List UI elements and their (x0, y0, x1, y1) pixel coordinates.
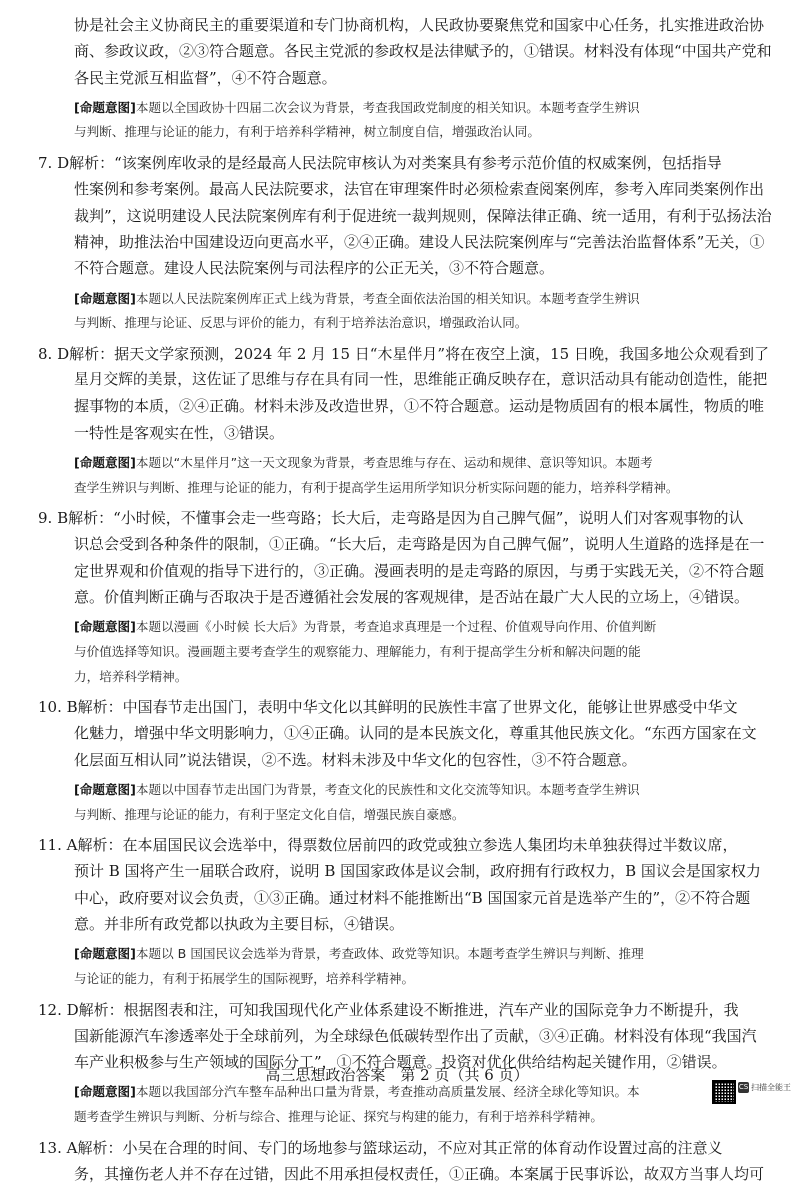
page-footer: 高三思想政治答案 第 2 页（共 6 页） (265, 1066, 529, 1084)
continued-analysis (74, 12, 774, 91)
question-block (38, 505, 774, 689)
text-line: 国新能源汽车渗透率处于全球前列，为全球绿色低碳转型作出了贡献，③④正确。材料没有体现“我国汽 (74, 1026, 757, 1045)
question-block (38, 150, 774, 336)
question-number-label: 9. B (38, 509, 69, 528)
text-line: 解析：“该案例库收录的是经最高人民法院审核认为对类案具有参考示范价值的权威案例，包括指导 (69, 154, 722, 173)
intent-line: 题考查学生辨识与判断、分析与综合、推理与论证、探究与构建的能力，有利于培养科学精神。 (74, 1109, 603, 1125)
scanner-brand: 扫描全能王 (751, 1083, 791, 1092)
question-number-label: 7. D (38, 154, 70, 173)
answer-analysis (38, 1135, 774, 1188)
question-block (38, 341, 774, 500)
intent-line: 与论证的能力，有利于拓展学生的国际视野，培养科学精神。 (74, 970, 415, 986)
answer-analysis (38, 150, 774, 281)
text-line: 解析：中国春节走出国门，表明中华文化以其鲜明的民族性丰富了世界文化，能够让世界感受中华文 (77, 698, 738, 717)
question-number (38, 836, 77, 854)
intent-block (74, 451, 774, 500)
intent-line: 查学生辨识与判断、推理与论证的能力，有利于提高学生运用所学知识分析实际问题的能力，培养科学精神。 (74, 479, 679, 495)
text-line: 意。价值判断正确与否取决于是否遵循社会发展的客观规律，是否站在最广大人民的立场上，④错误。 (74, 588, 750, 607)
intent-line: 本题以漫画《小时候 长大后》为背景，考查追求真理是一个过程、价值观导向作用、价值判断 (135, 619, 657, 635)
text-line: 解析：根据图表和注，可知我国现代化产业体系建设不断推进，汽车产业的国际竞争力不断提升，我 (78, 1000, 739, 1019)
intent-line: 本题以我国部分汽车整车品种出口量为背景，考查推动高质量发展、经济全球化等知识。本 (135, 1084, 640, 1100)
question-list (38, 150, 774, 1187)
intent-line: 与价值选择等知识。漫画题主要考查学生的观察能力、理解能力，有利于提高学生分析和解决问题的能 (74, 643, 641, 659)
intent-tag: [命题意图] (74, 1084, 136, 1100)
intent-tag: [命题意图] (74, 619, 136, 635)
intent-line: 力，培养科学精神。 (74, 668, 188, 684)
question-block (38, 832, 774, 991)
question-number (38, 698, 78, 716)
text-line: 不符合题意。建设人民法院案例与司法程序的公正无关，③不符合题意。 (74, 259, 555, 278)
answer-analysis (38, 505, 774, 610)
text-line: 定世界观和价值观的指导下进行的，③正确。漫画表明的是走弯路的原因，与勇于实践无关，②不符合题 (74, 561, 765, 580)
intent-block (74, 287, 774, 336)
answer-analysis (38, 341, 774, 446)
question-block (38, 1135, 774, 1188)
intent-block (74, 1080, 774, 1129)
question-number (38, 1139, 77, 1157)
text-line: 星月交辉的美景，这佐证了思维与存在具有同一性，思维能正确反映存在，意识活动具有能动创造性，能把 (74, 371, 768, 389)
text-line: 解析：在本届国民议会选举中，得票数位居前四的政党或独立参选人集团均未单独获得过半数议席， (77, 836, 738, 855)
intent-tag: [命题意图] (74, 454, 136, 470)
answer-analysis (38, 694, 774, 773)
intent-line: 与判断、推理与论证的能力，有利于培养科学精神，树立制度自信，增强政治认同。 (74, 124, 540, 140)
text-line: 解析：小吴在合理的时间、专门的场地参与篮球运动，不应对其正常的体育动作设置过高的注意义 (77, 1138, 723, 1157)
question-number-label: 11. A (38, 836, 78, 855)
continued-section (74, 12, 774, 145)
question-number (38, 154, 69, 172)
intent-line: 与判断、推理与论证的能力，有利于坚定文化自信，增强民族自豪感。 (74, 806, 465, 822)
intent-block (74, 942, 774, 991)
text-line: 握事物的本质，②④正确。材料未涉及改造世界，①不符合题意。运动是物质固有的根本属性，物质的唯 (74, 397, 765, 416)
qr-code-icon (712, 1080, 736, 1104)
text-line: 意。并非所有政党都以执政为主要目标，④错误。 (74, 915, 405, 934)
question-number (38, 509, 68, 527)
intent-block (74, 615, 774, 689)
intent-line: 本题以“木星伴月”这一天文现象为背景，考查思维与存在、运动和规律、意识等知识。本题考 (135, 454, 653, 470)
text-line: 精神，助推法治中国建设迈向更高水平，②④正确。建设人民法院案例库与“完善法治监督体系”无关，① (74, 232, 765, 251)
intent-line: 本题以全国政协十四届二次会议为背景，考查我国政党制度的相关知识。本题考查学生辨识 (135, 99, 640, 115)
intent-line: 本题以 B 国国民议会选举为背景，考查政体、政党等知识。本题考查学生辨识与判断、推理 (135, 946, 644, 962)
text-line: 预计 B 国将产生一届联合政府，说明 B 国国家政体是议会制，政府拥有行政权力，B 国议会是国家权力 (74, 862, 761, 881)
scanner-watermark (738, 1082, 791, 1093)
question-number (38, 1001, 79, 1019)
text-line: 商、参政议政，②③符合题意。各民主党派的参政权是法律赋予的，①错误。材料没有体现“中国共产党和 (74, 42, 772, 61)
camscanner-icon: CS (738, 1083, 749, 1091)
intent-line: 本题以中国春节走出国门为背景，考查文化的民族性和文化交流等知识。本题考查学生辨识 (135, 781, 640, 797)
question-number-label: 10. B (38, 698, 78, 717)
text-line: 解析：“小时候，不懂事会走一些弯路；长大后，走弯路是因为自己脾气倔”，说明人们对客观事物的认 (68, 509, 744, 528)
intent-tag: [命题意图] (74, 99, 136, 115)
intent-block (74, 778, 774, 827)
question-number (38, 345, 69, 363)
text-line: 中心，政府要对议会负责，①③正确。通过材料不能推断出“B 国国家元首是选举产生的”，②不符合题 (74, 888, 751, 907)
text-line: 性案例和参考案例。最高人民法院要求，法官在审理案件时必须检索查阅案例库，参考入库同类案例作出 (74, 180, 765, 199)
intent-line: 本题以人民法院案例库正式上线为背景，考查全面依法治国的相关知识。本题考查学生辨识 (135, 290, 640, 306)
question-number-label: 13. A (38, 1138, 78, 1157)
answer-page (38, 12, 774, 1192)
answer-analysis (38, 832, 774, 937)
text-line: 协是社会主义协商民主的重要渠道和专门协商机构，人民政协要聚焦党和国家中心任务，扎实推进政治协 (74, 16, 765, 34)
intent-tag: [命题意图] (74, 781, 136, 797)
text-line: 车产业积极参与生产领域的国际分工”，①不符合题意。投资对优化供给结构起关键作用，②错误。 (74, 1053, 727, 1072)
intent-tag: [命题意图] (74, 946, 136, 962)
text-line: 化层面互相认同”说法错误，②不选。材料未涉及中华文化的包容性，③不符合题意。 (74, 750, 637, 769)
text-line: 识总会受到各种条件的限制，①正确。“长大后，走弯路是因为自己脾气倔”，说明人生道路的选择是在一 (74, 535, 765, 554)
text-line: 解析：据天文学家预测，2024 年 2 月 15 日“木星伴月”将在夜空上演，15 日晚，我国多地公众观看到了 (69, 344, 769, 363)
text-line: 一特性是客观实在性，③错误。 (74, 423, 285, 442)
text-line: 化魅力，增强中华文明影响力，①④正确。认同的是本民族文化，尊重其他民族文化。“东西方国家在文 (74, 724, 757, 743)
text-line: 裁判”，这说明建设人民法院案例库有利于促进统一裁判规则，保障法律正确、统一适用，有利于弘扬法治 (74, 206, 772, 225)
text-line: 务，其撞伤老人并不存在过错，因此不用承担侵权责任，①正确。本案属于民事诉讼，故双方当事人均可 (74, 1164, 765, 1183)
intent-line: 与判断、推理与论证、反思与评价的能力，有利于培养法治意识，增强政治认同。 (74, 315, 528, 331)
intent-tag: [命题意图] (74, 290, 136, 306)
question-block (38, 694, 774, 827)
question-number-label: 12. D (38, 1000, 79, 1019)
intent-block (74, 96, 774, 145)
question-number-label: 8. D (38, 344, 70, 363)
text-line: 各民主党派互相监督”，④不符合题意。 (74, 68, 337, 87)
